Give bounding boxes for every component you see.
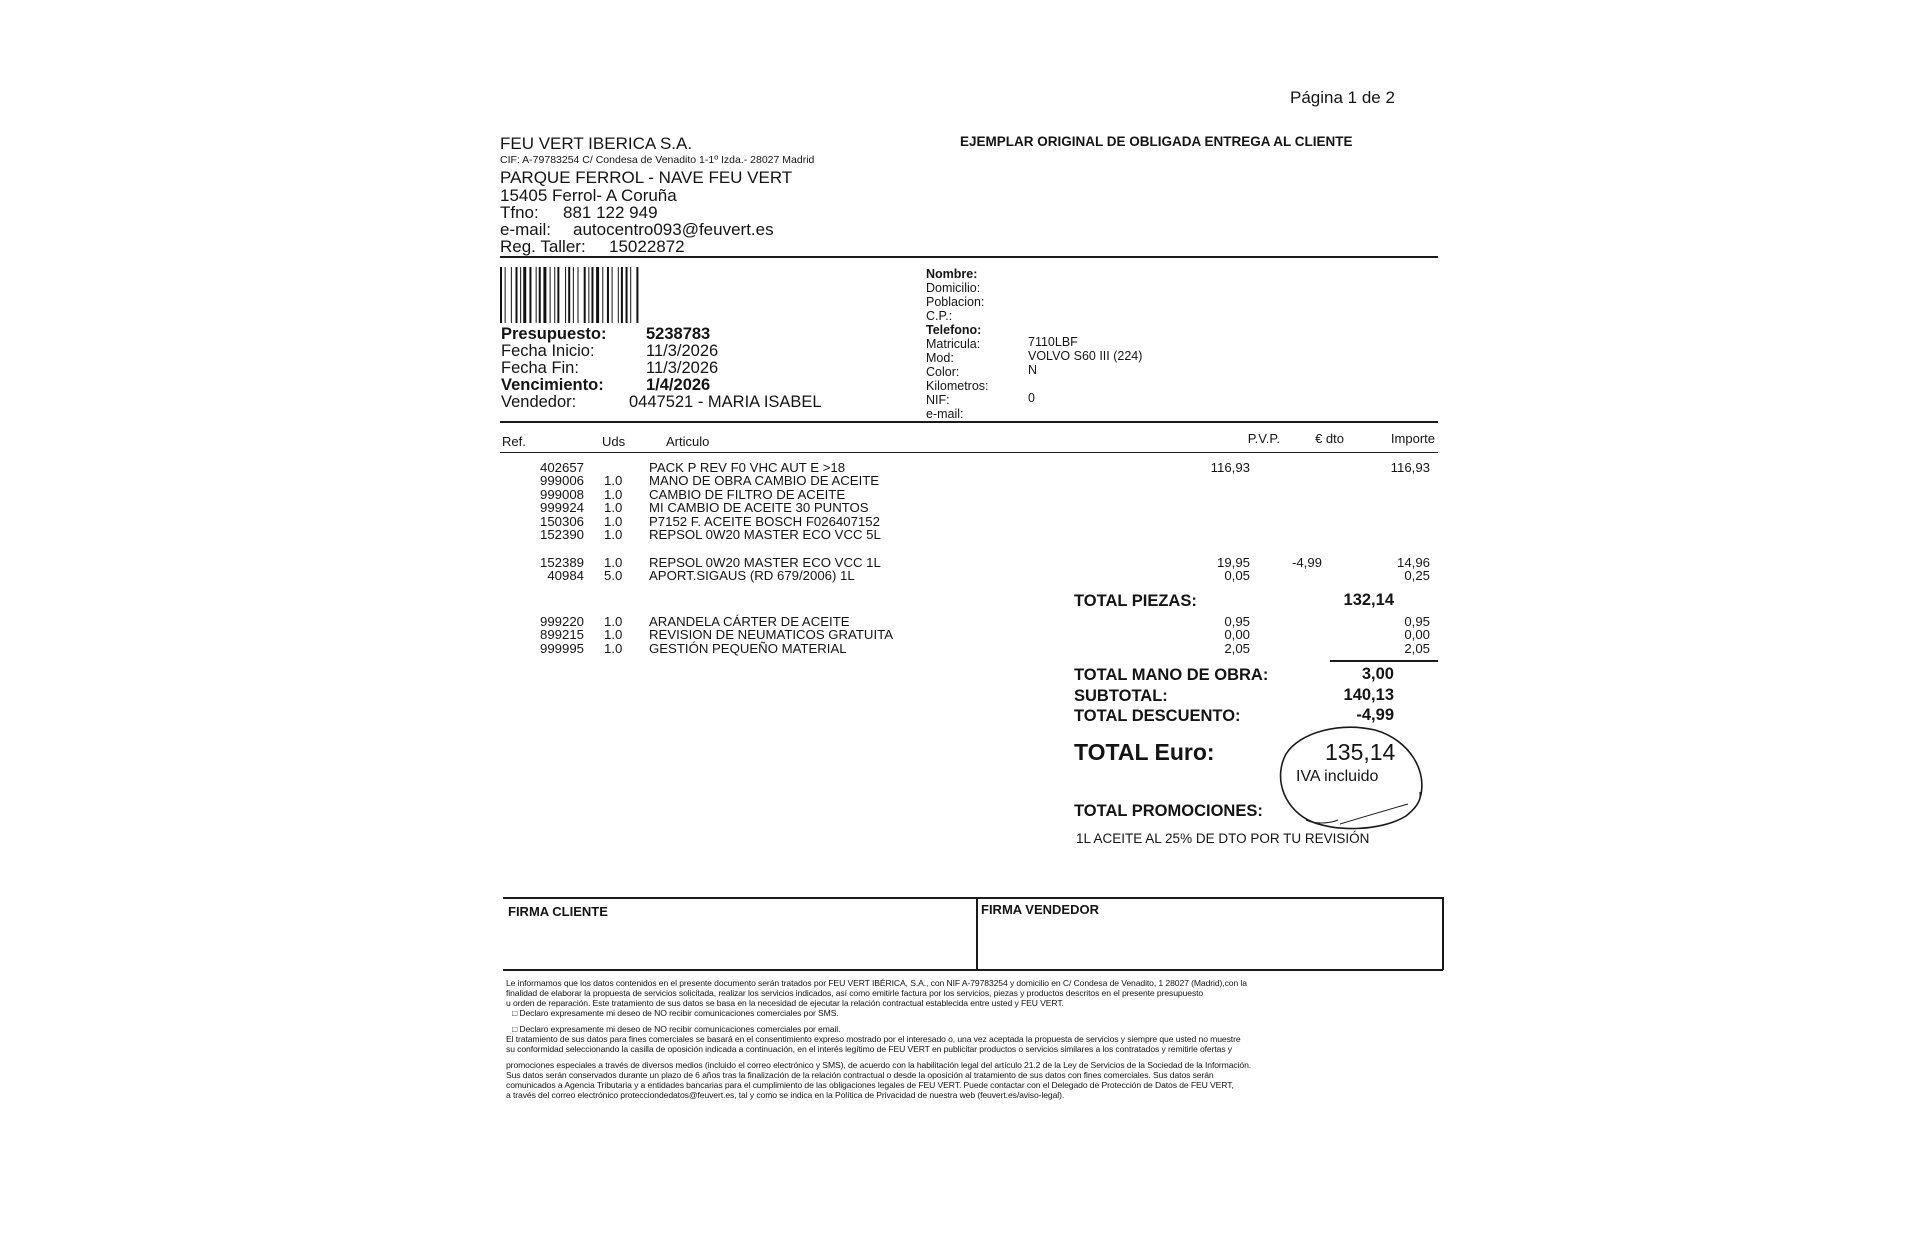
handwritten-circle bbox=[1270, 720, 1440, 840]
cell-uds: 1.0 bbox=[604, 527, 623, 542]
cell-importe: 0,95 bbox=[1404, 614, 1430, 629]
company-site: PARQUE FERROL - NAVE FEU VERT bbox=[500, 168, 793, 187]
legal-line: su conformidad seleccionando la casilla de oposición indicada a continuación, en el interés legítimo de FEU VERT en publicitar productos o servicios similares a los contratados y remitirle ofertas y bbox=[506, 1044, 1233, 1054]
col-ref: Ref. bbox=[502, 434, 526, 449]
cell-uds: 5.0 bbox=[604, 568, 623, 584]
copy-notice: EJEMPLAR ORIGINAL DE OBLIGADA ENTREGA AL CLIENTE bbox=[960, 134, 1353, 149]
total-promociones-label: TOTAL PROMOCIONES: bbox=[1074, 802, 1263, 820]
legal-line: u orden de reparación. Este tratamiento de sus datos se basa en la necesidad de ejecutar la relación contractual establecida entre usted y FEU VERT. bbox=[506, 998, 1064, 1008]
col-importe: Importe bbox=[1390, 431, 1435, 446]
cell-articulo: PACK P REV F0 VHC AUT E >18 bbox=[649, 460, 846, 475]
cell-ref: 999006 bbox=[539, 473, 584, 489]
col-dto: € dto bbox=[1315, 431, 1344, 446]
barcode-image bbox=[500, 267, 685, 323]
cp-label: C.P.: bbox=[926, 309, 953, 323]
company-reg-label: Reg. Taller: bbox=[500, 237, 586, 256]
total-piezas-value: 132,14 bbox=[1343, 591, 1394, 609]
cell-importe: 0,25 bbox=[1404, 568, 1430, 584]
cell-ref: 999220 bbox=[539, 614, 584, 629]
cell-articulo: MANO DE OBRA CAMBIO DE ACEITE bbox=[649, 473, 880, 489]
cell-articulo: REPSOL 0W20 MASTER ECO VCC 5L bbox=[649, 527, 881, 542]
cell-pvp: 0,95 bbox=[1224, 614, 1250, 629]
cell-uds: 1.0 bbox=[604, 473, 623, 489]
fecha-fin-label: Fecha Fin: bbox=[501, 359, 579, 377]
table-top-divider bbox=[500, 421, 1438, 423]
fecha-inicio-label: Fecha Inicio: bbox=[501, 342, 595, 360]
total-euro-label: TOTAL Euro: bbox=[1074, 739, 1215, 765]
legal-line: □ Declaro expresamente mi deseo de NO recibir comunicaciones comerciales por SMS. bbox=[512, 1008, 839, 1018]
fecha-fin-value: 11/3/2026 bbox=[646, 359, 719, 377]
legal-line: Sus datos serán conservados durante un plazo de 6 años tras la finalización de la relación contractual o desde la oposición al tratamiento de sus datos con fines comerciales. Sus datos serán bbox=[506, 1070, 1214, 1080]
vencimiento-label: Vencimiento: bbox=[501, 376, 604, 394]
legal-line: a través del correo electrónico protecciondedatos@feuvert.es, tal y como se indica en la Política de Privacidad de nuestra web (feuvert.es/aviso-legal). bbox=[506, 1090, 1065, 1100]
cell-articulo: REPSOL 0W20 MASTER ECO VCC 1L bbox=[649, 555, 881, 570]
cell-articulo: ARANDELA CÁRTER DE ACEITE bbox=[649, 614, 850, 629]
cell-pvp: 116,93 bbox=[1210, 460, 1250, 475]
cell-ref: 999008 bbox=[539, 486, 584, 502]
company-cif: CIF: A-79783254 C/ Condesa de Venadito 1-1º Izda.- 28027 Madrid bbox=[500, 154, 815, 166]
vencimiento-value: 1/4/2026 bbox=[646, 376, 711, 394]
cell-uds: 1.0 bbox=[604, 555, 623, 570]
cell-articulo: REVISION DE NEUMATICOS GRATUITA bbox=[649, 627, 893, 643]
poblacion-label: Poblacion: bbox=[926, 295, 985, 309]
company-phone-label: Tfno: bbox=[500, 203, 539, 222]
cell-ref: 899215 bbox=[539, 627, 584, 643]
telefono-label: Telefono: bbox=[926, 323, 982, 337]
cell-articulo: GESTIÓN PEQUEÑO MATERIAL bbox=[649, 640, 847, 656]
cell-uds: 1.0 bbox=[604, 486, 623, 502]
total-mano-obra-label: TOTAL MANO DE OBRA: bbox=[1074, 666, 1269, 684]
iva-note: IVA incluido bbox=[1296, 768, 1379, 785]
cell-ref: 999924 bbox=[539, 500, 584, 516]
domicilio-label: Domicilio: bbox=[926, 281, 981, 295]
vendedor-label: Vendedor: bbox=[501, 393, 577, 411]
km-label: Kilometros: bbox=[926, 379, 989, 393]
legal-line: promociones especiales a través de diversos medios (incluido el correo electrónico y SMS), de acuerdo con la habilitación legal del artículo 21.2 de la Ley de Servicios de la Sociedad de la Información. bbox=[506, 1060, 1252, 1070]
matricula-label: Matricula: bbox=[926, 337, 981, 351]
company-reg: 15022872 bbox=[609, 237, 685, 256]
promo-text: 1L ACEITE AL 25% DE DTO POR TU REVISIÓN bbox=[1076, 831, 1370, 846]
cell-pvp: 19,95 bbox=[1216, 555, 1250, 570]
cell-uds: 1.0 bbox=[604, 640, 623, 656]
page-number: Página 1 de 2 bbox=[1290, 88, 1395, 107]
cell-importe: 116,93 bbox=[1390, 460, 1430, 475]
matricula-value: 7110LBF bbox=[1028, 335, 1078, 349]
legal-line: finalidad de elaborar la propuesta de servicios solicitada, realizar los servicios indicados, así como emitirle factura por los servicios, piezas y productos descritos en el presente presupuesto bbox=[506, 988, 1204, 998]
cell-importe: 2,05 bbox=[1404, 640, 1430, 656]
col-articulo: Articulo bbox=[666, 434, 710, 449]
cell-articulo: P7152 F. ACEITE BOSCH F026407152 bbox=[649, 513, 880, 529]
table-header-divider bbox=[500, 452, 1438, 453]
cell-uds: 1.0 bbox=[604, 627, 623, 643]
nif-value: 0 bbox=[1028, 391, 1035, 405]
legal-line: comunicados a Agencia Tributaria y a entidades bancarias para el cumplimiento de las obligaciones legales de FEU VERT. Puede contactar con el Delegado de Protección de Datos de FEU VERT, bbox=[506, 1080, 1234, 1090]
signature-right-border bbox=[1442, 897, 1444, 970]
cell-uds: 1.0 bbox=[604, 614, 623, 629]
cell-ref: 40984 bbox=[547, 568, 584, 584]
cell-ref: 152390 bbox=[539, 527, 584, 542]
cell-ref: 152389 bbox=[539, 555, 584, 570]
cell-articulo: CAMBIO DE FILTRO DE ACEITE bbox=[649, 486, 846, 502]
legal-line: El tratamiento de sus datos para fines comerciales se basará en el consentimiento expreso mostrado por el interesado o, una vez aceptada la propuesta de servicios y siempre que usted no muestre bbox=[506, 1034, 1241, 1044]
nif-label: NIF: bbox=[926, 393, 950, 407]
fecha-inicio-value: 11/3/2026 bbox=[646, 342, 719, 360]
totals-divider bbox=[1330, 660, 1438, 662]
legal-line: Le informamos que los datos contenidos en el presente documento serán tratados por FEU VERT IBÉRICA, S.A., con NIF A-79783254 y domicilio en C/ Condesa de Venadito, 1 28027 (Madrid),con la bbox=[506, 978, 1247, 988]
presupuesto-value: 5238783 bbox=[646, 325, 711, 343]
cell-dto: -4,99 bbox=[1291, 555, 1322, 570]
color-value: N bbox=[1028, 363, 1038, 377]
company-email-label: e-mail: bbox=[500, 220, 552, 239]
col-uds: Uds bbox=[602, 434, 626, 449]
total-piezas-label: TOTAL PIEZAS: bbox=[1074, 592, 1197, 610]
company-phone: 881 122 949 bbox=[563, 203, 658, 222]
color-label: Color: bbox=[926, 365, 960, 379]
mod-label: Mod: bbox=[926, 351, 954, 365]
cell-uds: 1.0 bbox=[604, 513, 623, 529]
nombre-label: Nombre: bbox=[926, 267, 978, 281]
total-mano-obra-value: 3,00 bbox=[1361, 665, 1394, 683]
company-email: autocentro093@feuvert.es bbox=[573, 220, 774, 239]
signature-bottom-border bbox=[503, 969, 1443, 971]
col-pvp: P.V.P. bbox=[1247, 431, 1280, 446]
cell-pvp: 0,05 bbox=[1224, 568, 1250, 584]
signature-divider bbox=[976, 897, 978, 970]
cell-pvp: 2,05 bbox=[1224, 640, 1250, 656]
subtotal-label: SUBTOTAL: bbox=[1074, 687, 1168, 705]
signature-top-border bbox=[503, 897, 1443, 899]
vendedor-value: 0447521 - MARIA ISABEL bbox=[629, 393, 822, 411]
cell-articulo: APORT.SIGAUS (RD 679/2006) 1L bbox=[649, 568, 855, 584]
cell-ref: 402657 bbox=[539, 460, 584, 475]
company-city: 15405 Ferrol- A Coruña bbox=[500, 186, 677, 205]
mod-value: VOLVO S60 III (224) bbox=[1028, 349, 1143, 363]
cell-pvp: 0,00 bbox=[1224, 627, 1250, 643]
cell-importe: 0,00 bbox=[1404, 627, 1430, 643]
total-descuento-label: TOTAL DESCUENTO: bbox=[1074, 707, 1241, 725]
cell-importe: 14,96 bbox=[1396, 555, 1430, 570]
cell-articulo: MI CAMBIO DE ACEITE 30 PUNTOS bbox=[649, 500, 869, 516]
cell-ref: 150306 bbox=[539, 513, 584, 529]
firma-vendedor-label: FIRMA VENDEDOR bbox=[981, 902, 1099, 917]
legal-line: □ Declaro expresamente mi deseo de NO recibir comunicaciones comerciales por email. bbox=[512, 1024, 841, 1034]
header-divider bbox=[500, 256, 1438, 258]
company-name: FEU VERT IBERICA S.A. bbox=[500, 134, 693, 153]
firma-cliente-label: FIRMA CLIENTE bbox=[508, 904, 608, 919]
total-descuento-value: -4,99 bbox=[1356, 706, 1394, 724]
client-email-label: e-mail: bbox=[926, 407, 964, 421]
total-euro-value: 135,14 bbox=[1325, 739, 1396, 765]
cell-ref: 999995 bbox=[539, 640, 584, 656]
subtotal-value: 140,13 bbox=[1343, 686, 1394, 704]
presupuesto-label: Presupuesto: bbox=[501, 325, 607, 343]
cell-uds: 1.0 bbox=[604, 500, 623, 516]
